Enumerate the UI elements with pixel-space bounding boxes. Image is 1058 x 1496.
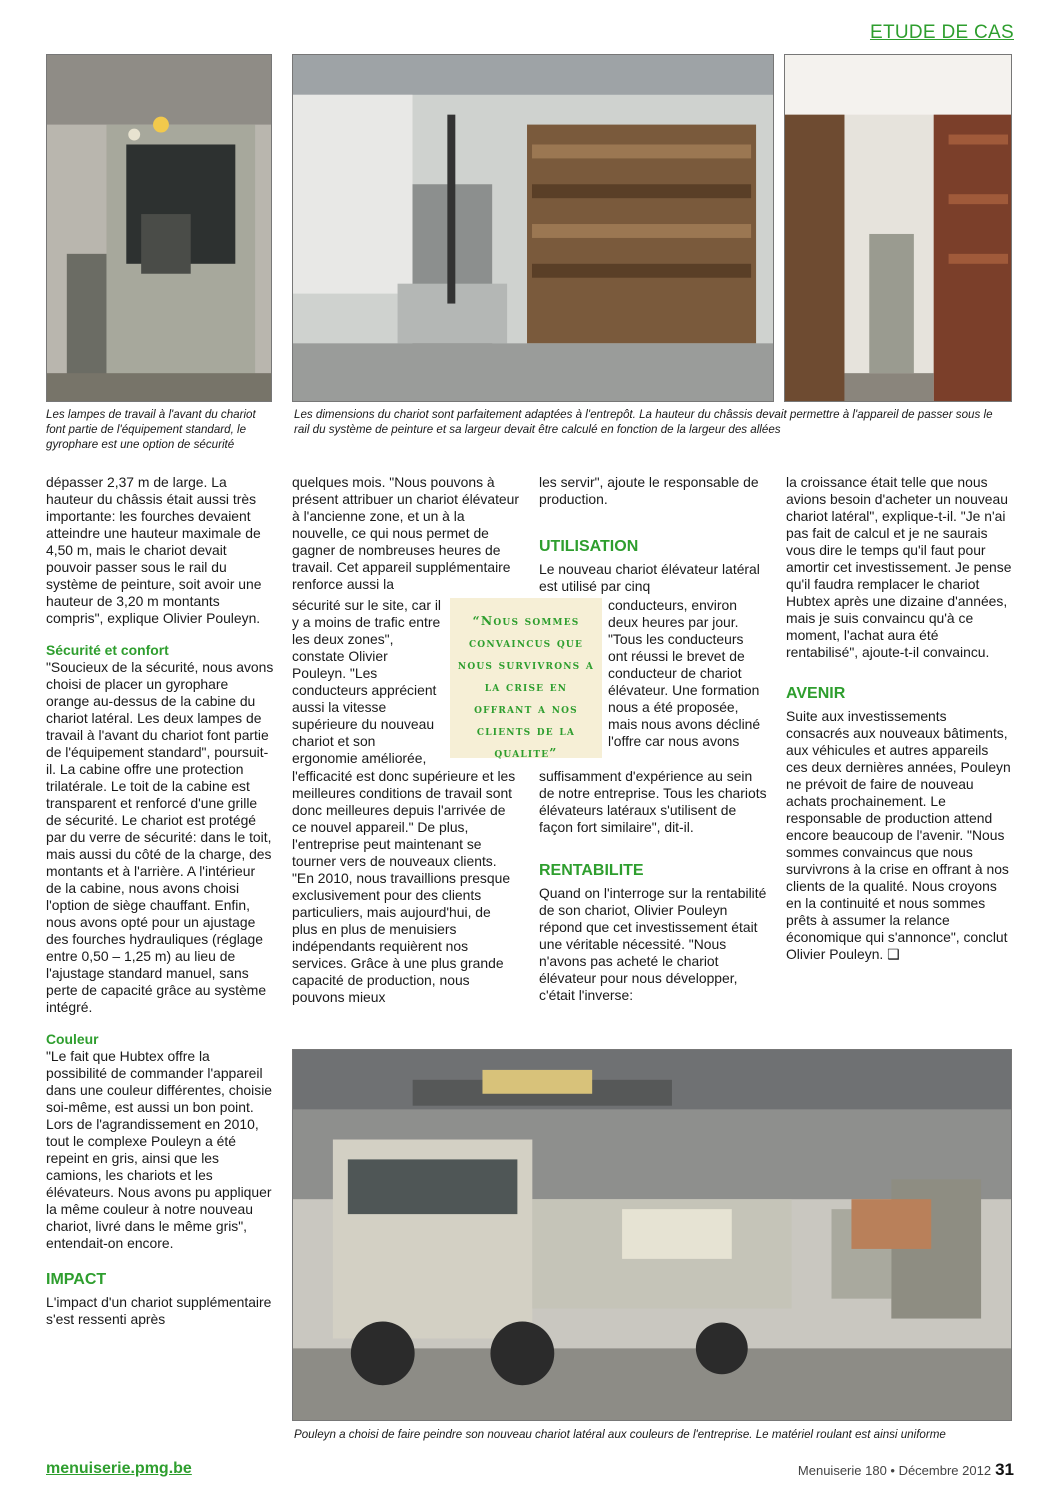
footer-site-link[interactable]: menuiserie.pmg.be <box>46 1460 192 1477</box>
paragraph: quelques mois. "Nous pouvons à présent attribuer un chariot élévateur à l'ancienne zone, et un à la nouvelle, ce qui nous permet de gagner de nombreuses heures de travail. Cet appareil supplémentaire renforce aussi la <box>292 474 520 592</box>
paragraph: sécurité sur le site, car il y a moins de trafic entre les deux zones", constate Olivier Pouleyn. "Les conducteurs apprécient aussi la vitesse supérieure du nouveau chariot et son ergonomie améliorée, <box>292 597 441 766</box>
subheading-securite: Sécurité et confort <box>46 642 169 658</box>
caption-middle-photo: Les dimensions du chariot sont parfaitement adaptées à l'entrepôt. La hauteur du châssis devait permettre à l'appareil de passer sous le rail du système de peinture et sa largeur devait être calculé en fonction de la largeur des allées <box>294 408 993 436</box>
paragraph: dépasser 2,37 m de large. La hauteur du châssis était aussi très importante: les fourches devaient atteindre une hauteur maximale de 4,50 m, mais le chariot devait pouvoir passer sous le rail du système de peinture, soit avoir une hauteur de 3,20 m montants compris", explique Olivier Pouleyn. <box>46 474 262 626</box>
paragraph: les servir", ajoute le responsable de production. <box>539 474 759 507</box>
footer-issue-label: Menuiserie 180 • Décembre 2012 <box>797 1463 992 1478</box>
paragraph: la croissance était telle que nous avions besoin d'acheter un nouveau chariot latéral", explique-t-il. "Je n'ai pas fait de calcul et je ne saurais vous dire le temps qu'il faut pour amortir cet investissement. Je pense qu'il faudra remplacer le chariot Hubtex après une dizaine d'années, mais je suis convaincu qu'à ce moment, l'achat aura été rentabilisé", ajoute-t-il convaincu. <box>786 474 1012 660</box>
paragraph: Quand on l'interroge sur la rentabilité de son chariot, Olivier Pouleyn répond que cet investissement était une véritable nécessité. "Nous n'avons pas acheté le chariot élévateur pour nous développer, c'était l'inverse: <box>539 885 767 1003</box>
paragraph: Suite aux investissements consacrés aux nouveaux bâtiments, aux véhicules et autres appareils ces deux dernières années, Pouleyn ne prévoit de faire de nouveau achats prochainement. Le responsable de production attend encore beaucoup de l'avenir. "Nous sommes convaincus que nous survivrons à la crise en offrant à nos clients de la qualité. Nous croyons en la continuité et nous sommes prêts à assumer la relance économique qui s'annonce", conclut Olivier Pouleyn. ❑ <box>786 708 1011 962</box>
paragraph: "Le fait que Hubtex offre la possibilité de commander l'appareil dans une couleur différentes, choisie soi-même, est aussi un bon point. Lors de l'agrandissement en 2010, tout le complexe Pouleyn a été repeint en gris, ainsi que les camions, les chariots et les élévateurs. Nous avons pu appliquer la même couleur à notre nouveau chariot, livré dans le même gris", entendait-on encore. <box>46 1048 273 1251</box>
warehouse-forklift-photo <box>292 54 774 402</box>
page-number: 31 <box>995 1460 1014 1479</box>
heading-utilisation: UTILISATION <box>539 538 639 555</box>
column-1 <box>46 474 274 1328</box>
column-2-narrow <box>292 597 442 767</box>
subheading-couleur: Couleur <box>46 1031 99 1047</box>
heading-impact: IMPACT <box>46 1271 107 1288</box>
forklift-cabin-photo <box>46 54 272 402</box>
caption-bottom-photo: Pouleyn a choisi de faire peindre son nouveau chariot latéral aux couleurs de l'entreprise. Le matériel roulant est ainsi uniforme <box>294 1428 946 1441</box>
paragraph: suffisamment d'expérience au sein de notre entreprise. Tous les chariots élévateurs latéraux s'utilisent de façon fort similaire", dit-il. <box>539 768 767 835</box>
paragraph: conducteurs, environ deux heures par jour. "Tous les conducteurs ont réussi le brevet de conducteur de chariot élévateur. Une formation nous a été proposée, mais nous avons décliné l'offre car nous avons <box>608 597 761 749</box>
paragraph: Le nouveau chariot élévateur latéral est utilisé par cinq <box>539 561 760 594</box>
column-3-narrow <box>608 597 766 750</box>
heading-avenir: AVENIR <box>786 685 846 702</box>
column-4 <box>786 474 1012 963</box>
heading-rentabilite: RENTABILITE <box>539 862 644 879</box>
column-3-continued <box>539 768 767 1004</box>
paragraph: "Soucieux de la sécurité, nous avons choisi de placer un gyrophare orange au-dessus de la cabine du chariot latéral. Les deux lampes de travail à l'avant du chariot font partie de l'équipement standard", poursuit-il. La cabine offre une protection trilatérale. Le toit de la cabine est transparent et renforcé d'une grille de sécurité. Le chariot est protégé par du verre de sécurité: dans le toit, mais aussi du côté de la charge, des montants et à l'arrière. A l'intérieur de la cabine, nous avons choisi l'option de siège chauffant. Enfin, nous avons opté pour un ajustage des fourches hydrauliques (réglage entre 0,50 – 1,25 m) au lieu de l'ajustage standard manuel, sans perte de capacité grâce au système intégré. <box>46 659 274 1015</box>
caption-left-photo: Les lampes de travail à l'avant du chariot font partie de l'équipement standard, le gyrophare est une option de sécurité <box>46 408 256 451</box>
column-2-continued <box>292 768 520 1006</box>
section-tag: ETUDE DE CAS <box>869 22 1014 43</box>
column-2 <box>292 474 520 593</box>
column-3 <box>539 474 767 595</box>
footer-issue <box>798 1460 1014 1480</box>
truck-and-forklift-photo <box>292 1049 1012 1421</box>
pull-quote: “Nous sommes convaincus que nous survivrons a la crise en offrant a nos clients de la qualite” <box>450 598 602 758</box>
paragraph: l'efficacité est donc supérieure et les meilleures conditions de travail sont donc meilleures depuis l'arrivée de ce nouvel appareil." De plus, l'entreprise peut maintenant se tourner vers de nouveaux clients. "En 2010, nous travaillions presque exclusivement pour des clients particuliers, mais aujourd'hui, de plus en plus de menuisiers indépendants requièrent nos services. Grâce à une plus grande capacité de production, nous pouvons mieux <box>292 768 516 1005</box>
timber-aisle-photo <box>784 54 1012 402</box>
paragraph: L'impact d'un chariot supplémentaire s'est ressenti après <box>46 1294 272 1327</box>
